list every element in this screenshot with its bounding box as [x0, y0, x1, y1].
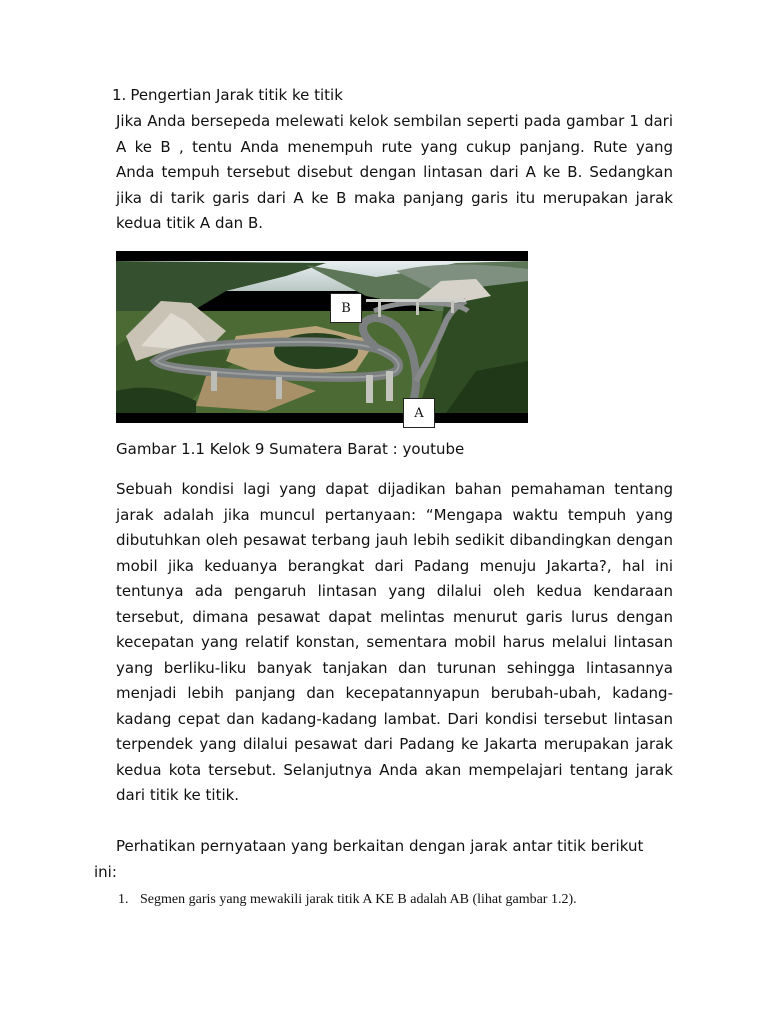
list-item-number: 1. — [118, 892, 129, 907]
figure-caption: Gambar 1.1 Kelok 9 Sumatera Barat : youtube — [116, 440, 465, 458]
paragraph-1: Jika Anda bersepeda melewati kelok sembilan seperti pada gambar 1 dari A ke B , tentu Anda menempuh rute yang cukup panjang. Rute yang Anda tempuh tersebut disebut dengan lintasan dari A ke B. Sedangkan jika di tarik garis dari A ke B maka panjang garis itu merupakan jarak kedua titik A dan B. — [116, 112, 673, 232]
paragraph-2: Sebuah kondisi lagi yang dapat dijadikan bahan pemahaman tentang jarak adalah jika muncul pertanyaan: “Mengapa waktu tempuh yang dibutuhkan oleh pesawat terbang jauh lebih sedikit dibandingkan dengan mobil jika keduanya berangkat dari Padang menuju Jakarta?, hal ini tentunya ada pengaruh lintasan yang dilalui oleh kedua kendaraan tersebut, dimana pesawat dapat melintas menurut garis lurus dengan kecepatan yang relatif konstan, sementara mobil harus melalui lintasan yang berliku-liku banyak tanjakan dan turunan sehingga lintasannya menjadi lebih panjang dan kecepatannyapun berubah-ubah, kadang-kadang cepat dan kadang-kadang lambat. Dari kondisi tersebut lintasan terpendek yang dilalui pesawat dari Padang ke Jakarta merupakan jarak kedua kota tersebut. Selanjutnya Anda akan mempelajari tentang jarak dari titik ke titik. — [116, 480, 673, 804]
heading-text: Pengertian Jarak titik ke titik — [130, 86, 343, 104]
intro-line-2: ini: — [94, 863, 117, 881]
point-b-label: B — [330, 293, 362, 323]
list-item — [118, 892, 577, 908]
point-a-label: A — [403, 398, 435, 428]
figure-kelok-9 — [116, 251, 528, 423]
intro-line-1: Perhatikan pernyataan yang berkaitan dengan jarak antar titik berikut — [116, 837, 644, 855]
list-item-text: Segmen garis yang mewakili jarak titik A KE B adalah AB (lihat gambar 1.2). — [140, 892, 577, 907]
section-heading — [112, 86, 343, 104]
heading-number: 1. — [112, 86, 127, 104]
road-photo — [116, 251, 528, 423]
